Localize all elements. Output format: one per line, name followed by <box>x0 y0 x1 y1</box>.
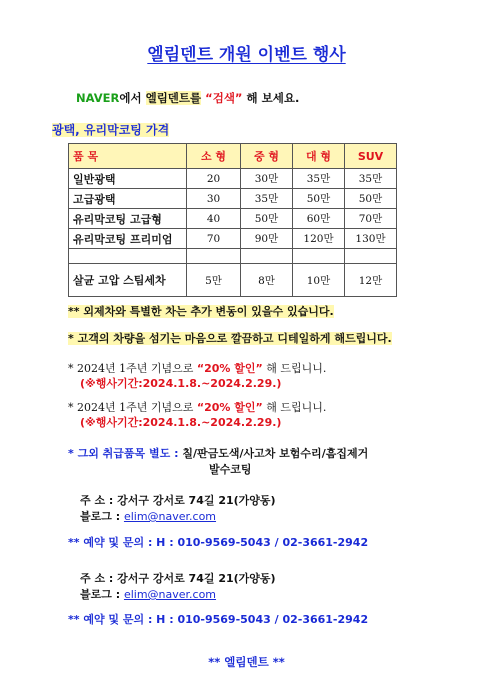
event-line: * 2024년 1주년 기념으로 “20% 할인” 해 드립니니. <box>68 401 327 414</box>
page-title: 엘림덴트 개원 이벤트 행사 <box>147 45 346 65</box>
table-row: 일반광택 20 30만 35만 35만 <box>69 169 397 189</box>
blog-line: 블로그 : elim@naver.com <box>80 588 217 601</box>
naver-brand: NAVER <box>76 91 120 105</box>
notice-foreign-cars: ** 외제차와 특별한 차는 추가 변동이 있을수 있습니다. <box>68 305 334 318</box>
header-cell: 대 형 <box>293 144 345 169</box>
section-title: 광택, 유리막코팅 가격 <box>52 123 170 137</box>
address-line: 주 소 : 강서구 강서로 74길 21(가양동) <box>80 494 276 507</box>
footer-brand: ** 엘림덴트 ** <box>208 655 285 669</box>
discount-label: “20% 할인” <box>196 362 263 375</box>
search-instruction: NAVER에서 엘림덴트를 “검색” 해 보세요. <box>76 91 300 105</box>
search-quote: “검색” <box>205 91 243 105</box>
table-row: 고급광택 30 35만 50만 50만 <box>69 189 397 209</box>
reservation-line: ** 예약 및 문의 : H : 010-9569-5043 / 02-3661-2942 <box>68 536 369 549</box>
blog-link[interactable]: elim@naver.com <box>123 510 217 523</box>
keyword-name: 엘림덴트를 <box>145 91 202 105</box>
table-row: 유리막코팅 프리미엄 70 90만 120만 130만 <box>69 229 397 249</box>
blog-line: 블로그 : elim@naver.com <box>80 510 217 523</box>
header-cell: 중 형 <box>241 144 293 169</box>
other-services-cont: 발수코팅 <box>209 463 252 476</box>
header-cell: 품 목 <box>69 144 187 169</box>
table-row: 살균 고압 스팀세차 5만 8만 10만 12만 <box>69 264 397 297</box>
header-cell: SUV <box>345 144 397 169</box>
blog-link[interactable]: elim@naver.com <box>123 588 217 601</box>
reservation-line: ** 예약 및 문의 : H : 010-9569-5043 / 02-3661-2942 <box>68 613 369 626</box>
event-line: * 2024년 1주년 기념으로 “20% 할인” 해 드립니니. <box>68 362 327 375</box>
discount-label: “20% 할인” <box>196 401 263 414</box>
other-services: * 그외 취급품목 별도 : 칠/판금도색/사고차 보험수리/흠집제거 <box>68 447 369 460</box>
table-empty-row <box>69 249 397 264</box>
table-row: 유리막코팅 고급형 40 50만 60만 70만 <box>69 209 397 229</box>
event-period: (※행사기간:2024.1.8.~2024.2.29.) <box>80 416 282 429</box>
header-cell: 소 형 <box>187 144 241 169</box>
event-period: (※행사기간:2024.1.8.~2024.2.29.) <box>80 377 282 390</box>
table-header-row <box>69 144 397 169</box>
address-line: 주 소 : 강서구 강서로 74길 21(가양동) <box>80 572 276 585</box>
price-table <box>68 143 397 297</box>
notice-service: * 고객의 차량을 섬기는 마음으로 깔끔하고 디테일하게 해드립니다. <box>68 332 392 345</box>
